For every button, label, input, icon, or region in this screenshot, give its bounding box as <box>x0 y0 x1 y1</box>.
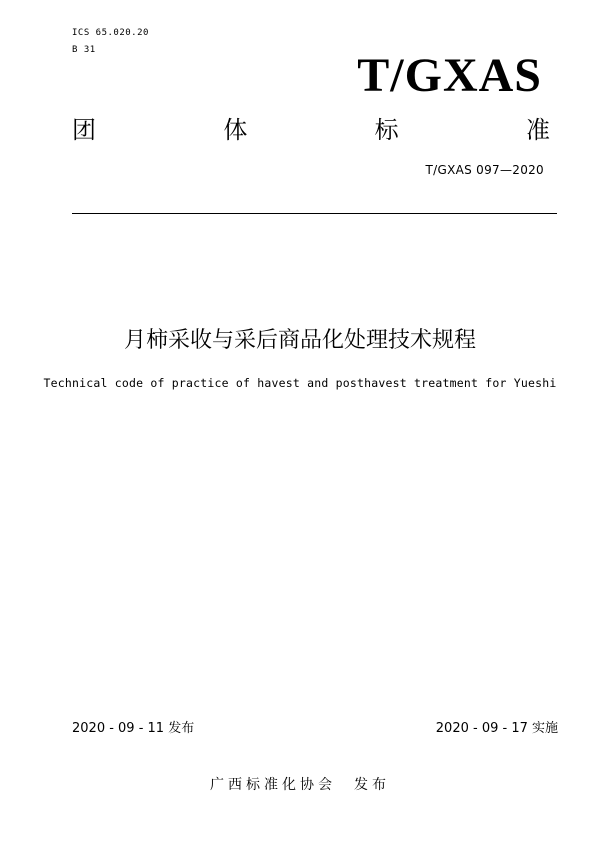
standard-type-char: 准 <box>525 116 550 144</box>
document-title-chinese: 月柿采收与采后商品化处理技术规程 <box>123 328 476 353</box>
ccs-code: B 31 <box>72 45 96 55</box>
header-divider <box>72 213 557 214</box>
issue-date: 2020 - 09 - 11 发布 <box>72 721 195 736</box>
standard-type-heading <box>72 113 550 147</box>
standard-logo: T/GXAS <box>357 49 542 102</box>
document-title-english: Technical code of practice of havest and posthavest treatment for Yueshi <box>43 376 557 390</box>
standard-number: T/GXAS 097—2020 <box>425 163 544 177</box>
publisher: 广西标准化协会 发布 <box>210 777 390 793</box>
implementation-date: 2020 - 09 - 17 实施 <box>435 721 558 736</box>
standard-type-char: 标 <box>374 116 399 144</box>
ics-code: ICS 65.020.20 <box>72 28 149 38</box>
standard-type-char: 体 <box>223 116 248 144</box>
standard-type-char: 团 <box>72 116 96 144</box>
